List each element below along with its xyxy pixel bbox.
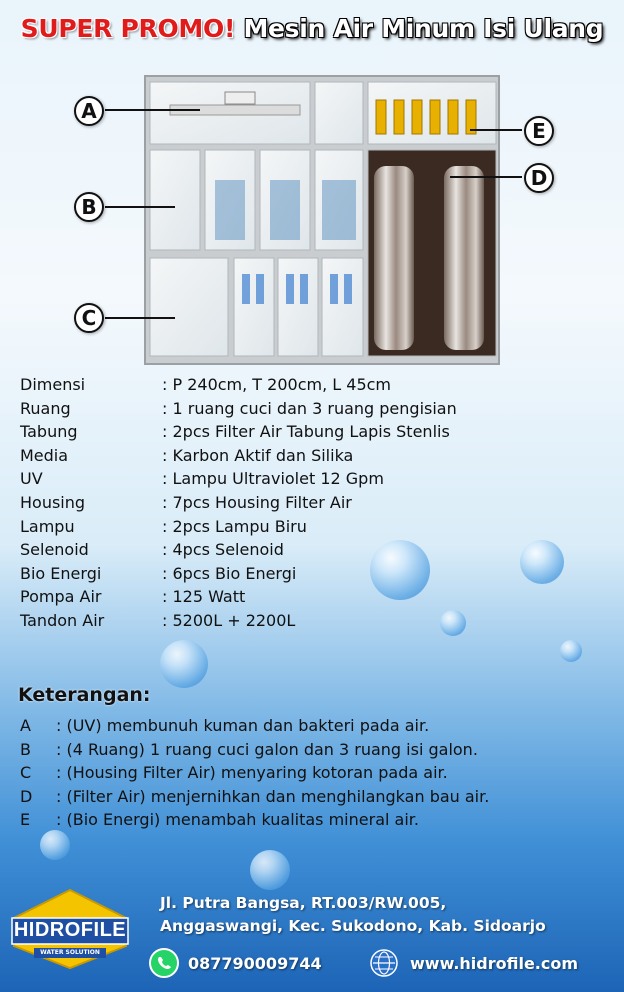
logo-tagline: WATER SOLUTION [40, 949, 100, 956]
page-title [0, 14, 624, 43]
callout-d: D [524, 163, 554, 193]
keterangan-row [20, 808, 620, 832]
spec-row [20, 420, 620, 444]
keterangan-text: : (UV) membunuh kuman dan bakteri pada air. [56, 716, 430, 735]
spec-row [20, 585, 620, 609]
bubble [40, 830, 70, 860]
spec-row [20, 444, 620, 468]
spec-label: Housing [20, 492, 86, 512]
bubble [560, 640, 582, 662]
spec-label: Selenoid [20, 540, 89, 560]
spec-value: : 1 ruang cuci dan 3 ruang pengisian [162, 398, 457, 418]
phone-number[interactable]: 087790009744 [188, 953, 322, 973]
spec-label: Media [20, 445, 69, 465]
keterangan-key: B [20, 739, 31, 759]
spec-label: Dimensi [20, 375, 86, 394]
spec-value: : Lampu Ultraviolet 12 Gpm [162, 469, 384, 489]
keterangan-row [20, 738, 620, 762]
keterangan-list [20, 714, 620, 832]
callout-e: E [524, 116, 554, 146]
spec-value: : 5200L + 2200L [162, 610, 296, 630]
keterangan-title: Keterangan: [18, 684, 151, 706]
spec-label: UV [20, 469, 43, 489]
spec-row [20, 609, 620, 633]
bubble [250, 850, 290, 890]
spec-label: Tabung [20, 422, 78, 442]
spec-row [20, 467, 620, 491]
website-contact[interactable] [370, 950, 578, 976]
phone-contact[interactable] [148, 950, 322, 976]
logo-name: HIDROFILE [13, 919, 127, 941]
spec-value: : Karbon Aktif dan Silika [162, 445, 354, 465]
spec-row [20, 373, 620, 397]
keterangan-text: : (Housing Filter Air) menyaring kotoran pada air. [56, 763, 448, 783]
whatsapp-icon [148, 947, 180, 979]
spec-row [20, 397, 620, 421]
keterangan-row [20, 785, 620, 809]
bubble [160, 640, 208, 688]
website-link[interactable]: www.hidrofile.com [410, 953, 579, 973]
keterangan-row [20, 761, 620, 785]
keterangan-text: : (Filter Air) menjernihkan dan menghilangkan bau air. [56, 786, 490, 806]
spec-row [20, 515, 620, 539]
keterangan-key: E [20, 810, 31, 830]
spec-value: : 125 Watt [162, 587, 246, 607]
spec-value: : 4pcs Selenoid [162, 540, 284, 560]
spec-label: Bio Energi [20, 563, 102, 583]
promo-title: Mesin Air Minum Isi Ulang [243, 14, 604, 43]
keterangan-text: : (4 Ruang) 1 ruang cuci galon dan 3 ruang isi galon. [56, 739, 478, 759]
spec-value: : 6pcs Bio Energi [162, 563, 297, 583]
address-line-2: Anggaswangi, Kec. Sukodono, Kab. Sidoarjo [160, 917, 546, 935]
spec-value: : 2pcs Filter Air Tabung Lapis Stenlis [162, 422, 450, 442]
callout-a: A [74, 96, 104, 126]
spec-label: Lampu [20, 516, 75, 536]
spec-value: : 2pcs Lampu Biru [162, 516, 307, 536]
spec-row [20, 562, 620, 586]
keterangan-text: : (Bio Energi) menambah kualitas mineral air. [56, 810, 419, 830]
spec-label: Pompa Air [20, 587, 102, 607]
address-line-1: Jl. Putra Bangsa, RT.003/RW.005, [160, 894, 447, 912]
address [160, 892, 546, 938]
globe-icon [370, 949, 398, 977]
keterangan-key: C [20, 763, 32, 783]
spec-list [20, 373, 620, 633]
callout-b: B [74, 192, 104, 222]
promo-highlight: SUPER PROMO! [20, 14, 236, 43]
callout-c: C [74, 303, 104, 333]
spec-row [20, 491, 620, 515]
spec-value: : 7pcs Housing Filter Air [162, 492, 352, 512]
spec-label: Ruang [20, 398, 71, 418]
keterangan-row [20, 714, 620, 738]
keterangan-key: D [20, 786, 33, 806]
spec-label: Tandon Air [20, 610, 105, 630]
keterangan-key: A [20, 716, 31, 735]
spec-row [20, 538, 620, 562]
spec-value: : P 240cm, T 200cm, L 45cm [162, 375, 391, 394]
